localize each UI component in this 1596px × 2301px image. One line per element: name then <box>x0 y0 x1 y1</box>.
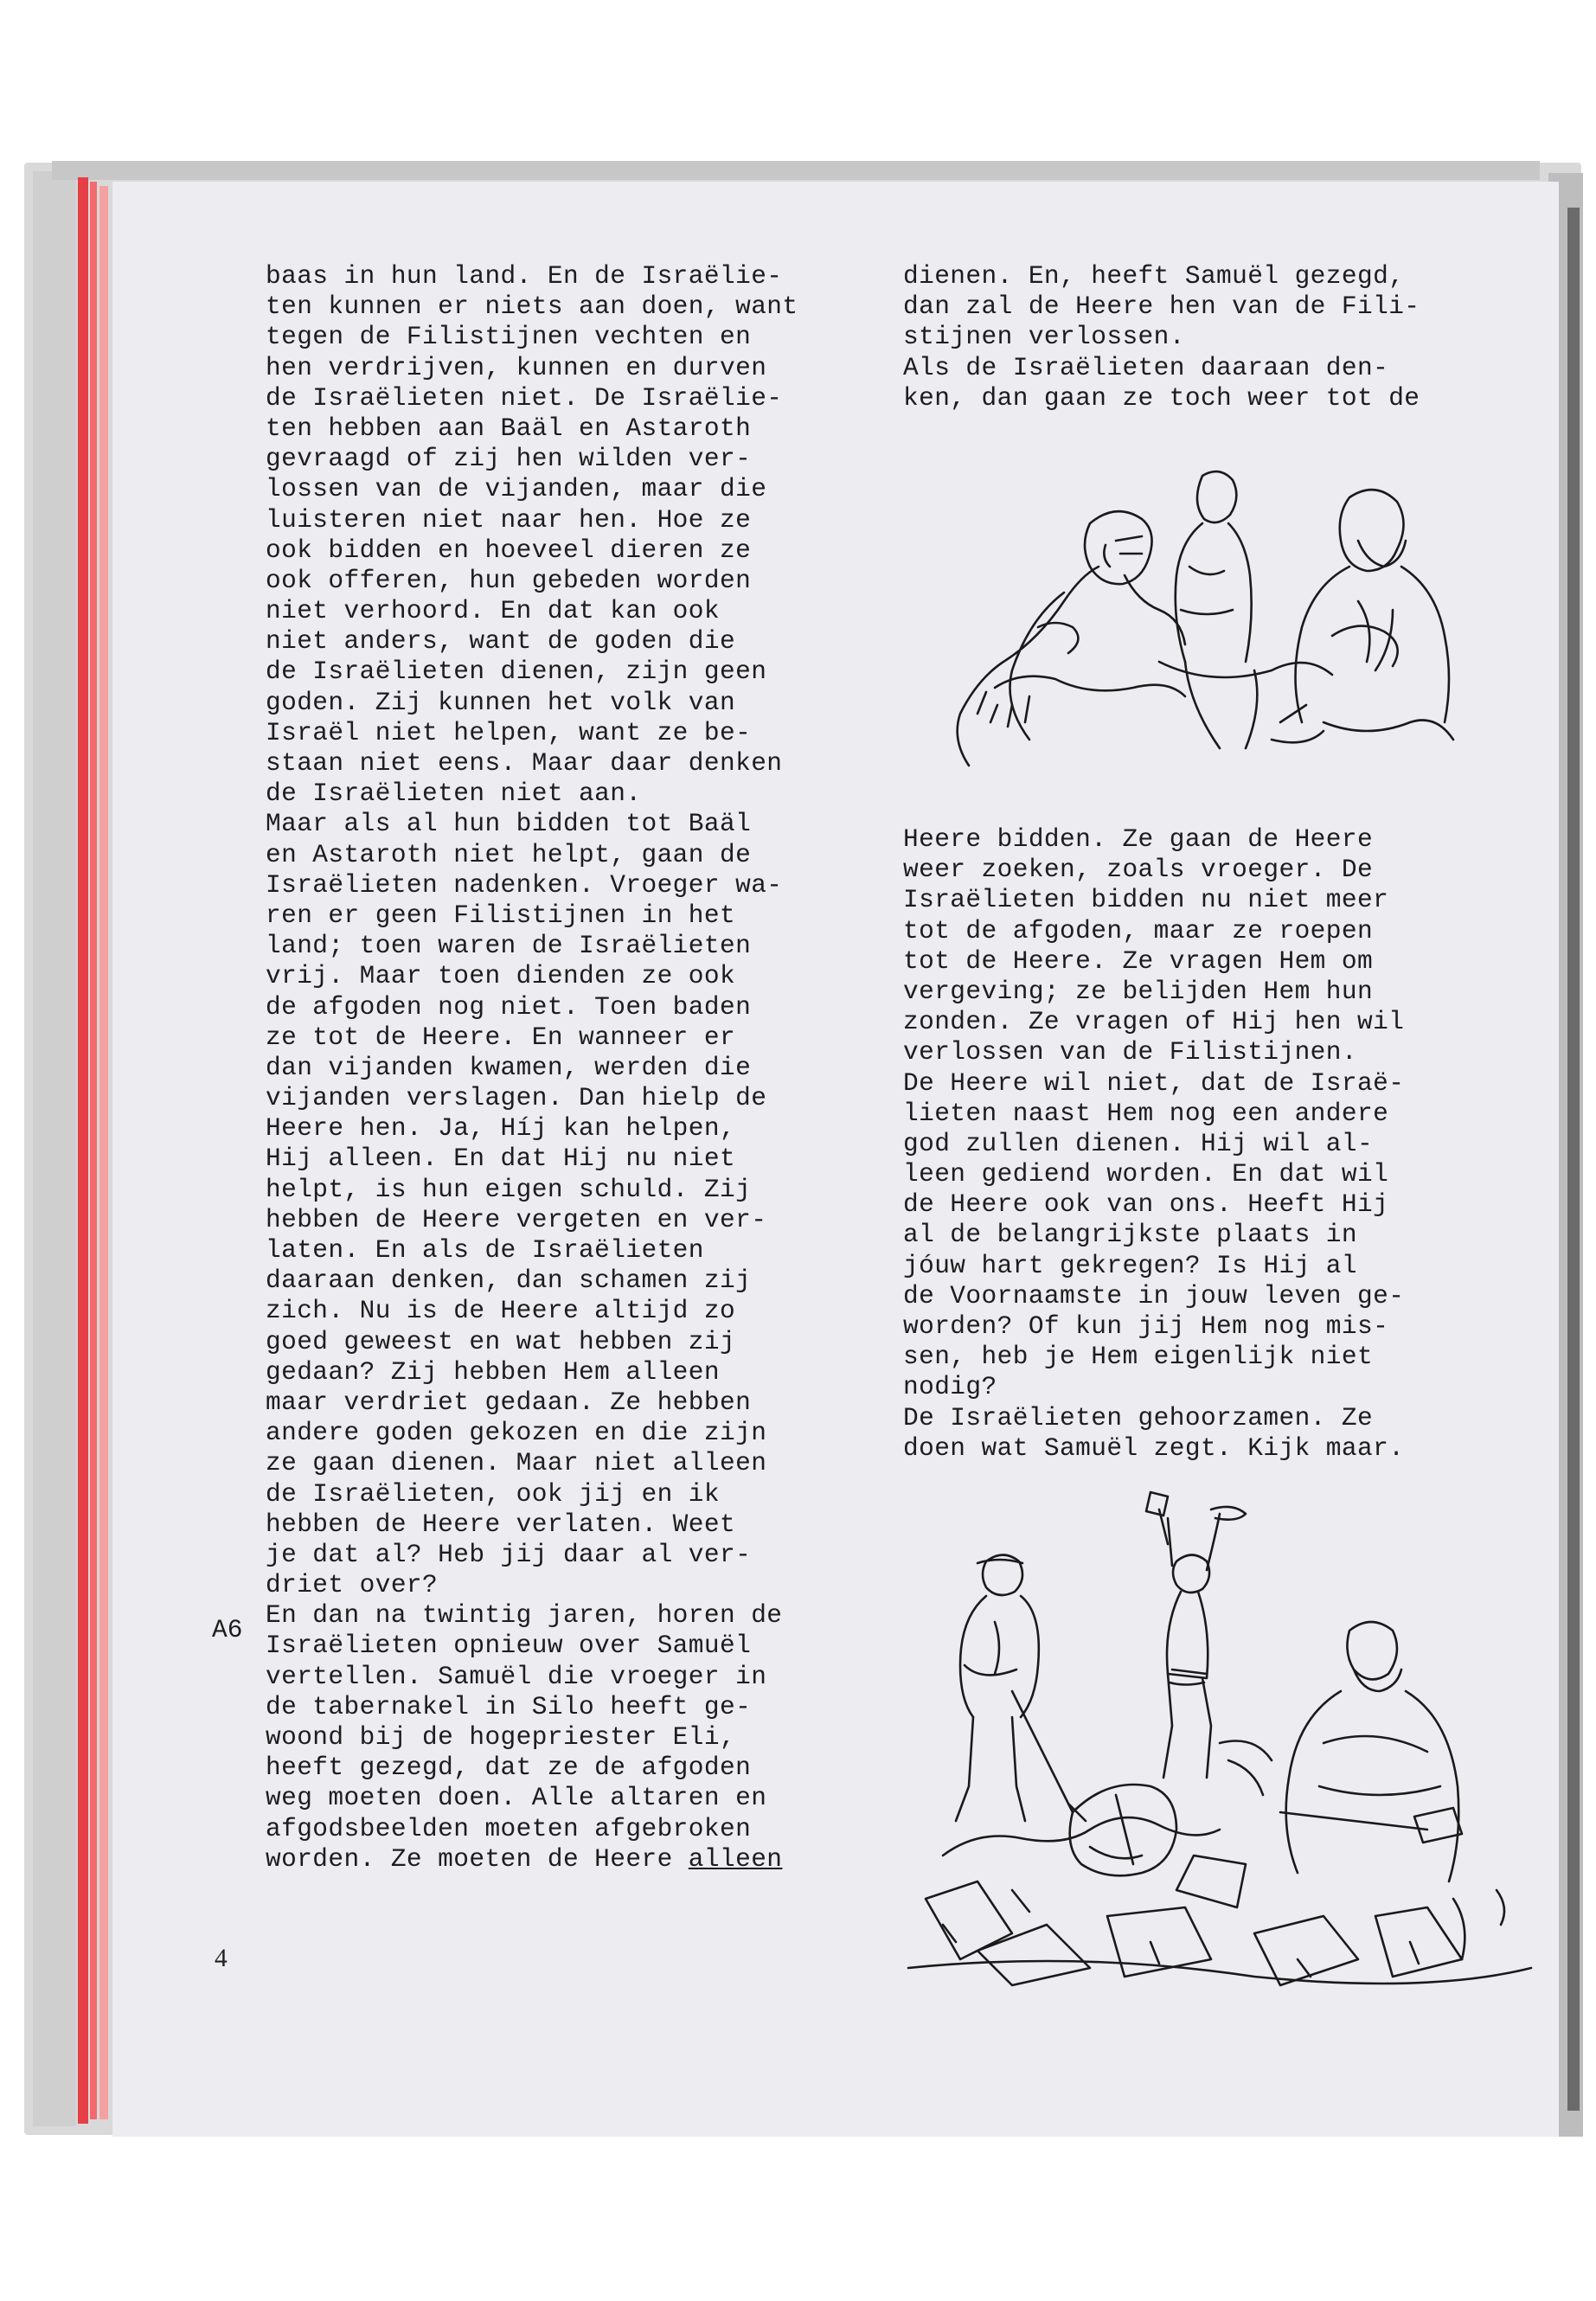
right-text-middle <box>903 824 1404 1464</box>
text-line: goed geweest en wat hebben zij <box>266 1326 736 1356</box>
text-line: staan niet eens. Maar daar denken <box>266 748 783 778</box>
text-line: stijnen verlossen. <box>903 322 1185 352</box>
text-line: daaraan denken, dan schamen zij <box>266 1266 752 1296</box>
book-top-edge <box>52 161 1540 180</box>
text-line: nodig? <box>903 1372 997 1402</box>
text-line: weg moeten doen. Alle altaren en <box>266 1783 767 1813</box>
text-line: en Astaroth niet helpt, gaan de <box>266 839 752 869</box>
text-line: al de belangrijkste plaats in <box>903 1220 1357 1250</box>
text-line: baas in hun land. En de Israëlie- <box>266 261 783 291</box>
text-line: vijanden verslagen. Dan hielp de <box>266 1083 767 1113</box>
text-line: lieten naast Hem nog een andere <box>903 1098 1389 1128</box>
text-line: afgodsbeelden moeten afgebroken <box>266 1813 752 1843</box>
text-line: zich. Nu is de Heere altijd zo <box>266 1296 736 1326</box>
text-line: heeft gezegd, dat ze de afgoden <box>266 1753 752 1783</box>
text-line: ren er geen Filistijnen in het <box>266 900 736 930</box>
text-line: zonden. Ze vragen of Hij hen wil <box>903 1007 1405 1037</box>
text-line: gedaan? Zij hebben Hem alleen <box>266 1356 720 1387</box>
text-line: ten kunnen er niets aan doen, want <box>266 292 798 322</box>
text-line: sen, heb je Hem eigenlijk niet <box>903 1342 1374 1372</box>
page-number: 4 <box>215 1945 228 1972</box>
illustration-praying-men <box>943 463 1462 774</box>
page-edge-red-light <box>90 182 97 2119</box>
page-edge-pink <box>99 186 108 2119</box>
text-line: maar verdriet gedaan. Ze hebben <box>266 1387 752 1417</box>
text-line: de Israëlieten niet aan. <box>266 779 642 809</box>
text-line: Heere hen. Ja, Híj kan helpen, <box>266 1113 736 1144</box>
text-line: ook offeren, hun gebeden worden <box>266 565 752 595</box>
text-line: Israëlieten nadenken. Vroeger wa- <box>266 869 783 900</box>
text-line: ook bidden en hoeveel dieren ze <box>266 535 752 565</box>
text-line: De Israëlieten gehoorzamen. Ze <box>903 1402 1374 1433</box>
text-line: jóuw hart gekregen? Is Hij al <box>903 1250 1357 1280</box>
text-line: laten. En als de Israëlieten <box>266 1235 704 1265</box>
text-line: worden? Of kun jij Hem nog mis- <box>903 1311 1389 1341</box>
text-line: niet verhoord. En dat kan ook <box>266 596 720 626</box>
right-text-top <box>903 261 1420 413</box>
text-line: andere goden gekozen en die zijn <box>266 1418 767 1448</box>
text-line: de afgoden nog niet. Toen baden <box>266 991 752 1022</box>
text-line: god zullen dienen. Hij wil al- <box>903 1128 1374 1158</box>
page-edge-red <box>78 177 88 2124</box>
text-line: En dan na twintig jaren, horen de <box>266 1600 783 1631</box>
text-line: ken, dan gaan ze toch weer tot de <box>903 382 1420 413</box>
text-line: vertellen. Samuël die vroeger in <box>266 1661 767 1691</box>
text-line: tot de afgoden, maar ze roepen <box>903 915 1374 945</box>
text-line: de Israëlieten dienen, zijn geen <box>266 657 767 687</box>
text-line: land; toen waren de Israëlieten <box>266 931 752 961</box>
text-line: Maar als al hun bidden tot Baäl <box>266 809 752 839</box>
underlined-word: alleen <box>688 1843 783 1874</box>
text-line: driet over? <box>266 1570 439 1600</box>
text-line: de Israëlieten niet. De Israëlie- <box>266 382 783 413</box>
text-line: Israël niet helpen, want ze be- <box>266 717 752 747</box>
text-line: De Heere wil niet, dat de Israë- <box>903 1067 1405 1098</box>
text-line: woond bij de hogepriester Eli, <box>266 1722 736 1752</box>
text-line: ze tot de Heere. En wanneer er <box>266 1022 736 1052</box>
text-line: helpt, is hun eigen schuld. Zij <box>266 1174 752 1204</box>
text-line: Als de Israëlieten daaraan den- <box>903 352 1389 382</box>
text-line: lossen van de vijanden, maar die <box>266 474 767 504</box>
text-line: ze gaan dienen. Maar niet alleen <box>266 1448 767 1478</box>
text-line: Israëlieten bidden nu niet meer <box>903 885 1389 915</box>
text-line: dan zal de Heere hen van de Fili- <box>903 292 1420 322</box>
text-line: dienen. En, heeft Samuël gezegd, <box>903 261 1405 291</box>
text-line: de Voornaamste in jouw leven ge- <box>903 1280 1405 1311</box>
text-line: Hij alleen. En dat Hij nu niet <box>266 1144 736 1174</box>
section-marker: A6 <box>212 1615 243 1644</box>
text-line-last-main: worden. Ze moeten de Heere <box>266 1843 673 1874</box>
text-line: de tabernakel in Silo heeft ge- <box>266 1691 752 1721</box>
text-line: doen wat Samuël zegt. Kijk maar. <box>903 1433 1405 1463</box>
book-spine <box>33 171 76 2126</box>
text-line: luisteren niet naar hen. Hoe ze <box>266 504 752 535</box>
text-line: niet anders, want de goden die <box>266 626 736 657</box>
text-line: je dat al? Heb jij daar al ver- <box>266 1539 752 1569</box>
text-line: dan vijanden kwamen, werden die <box>266 1052 752 1082</box>
text-line: Heere bidden. Ze gaan de Heere <box>903 824 1374 854</box>
text-line: vrij. Maar toen dienden ze ook <box>266 961 736 991</box>
text-line: hen verdrijven, kunnen en durven <box>266 352 767 382</box>
text-line: ten hebben aan Baäl en Astaroth <box>266 413 752 443</box>
text-line: tegen de Filistijnen vechten en <box>266 322 752 352</box>
text-line: goden. Zij kunnen het volk van <box>266 687 736 717</box>
text-line: hebben de Heere verlaten. Weet <box>266 1509 736 1539</box>
text-line: Israëlieten opnieuw over Samuël <box>266 1631 752 1661</box>
left-text-column <box>266 261 798 1875</box>
text-line: weer zoeken, zoals vroeger. De <box>903 855 1374 885</box>
text-line-last <box>266 1844 798 1875</box>
text-line: verlossen van de Filistijnen. <box>903 1037 1357 1067</box>
text-line: leen gediend worden. En dat wil <box>903 1159 1389 1189</box>
book-gutter-shadow <box>1567 208 1580 2111</box>
text-line: vergeving; ze belijden Hem hun <box>903 976 1374 1006</box>
text-line: tot de Heere. Ze vragen Hem om <box>903 945 1374 976</box>
text-line: de Israëlieten, ook jij en ik <box>266 1478 720 1509</box>
text-line: hebben de Heere vergeten en ver- <box>266 1204 767 1234</box>
text-line: gevraagd of zij hen wilden ver- <box>266 444 752 474</box>
text-line: de Heere ook van ons. Heeft Hij <box>903 1189 1389 1220</box>
illustration-breaking-altars <box>891 1484 1548 2011</box>
